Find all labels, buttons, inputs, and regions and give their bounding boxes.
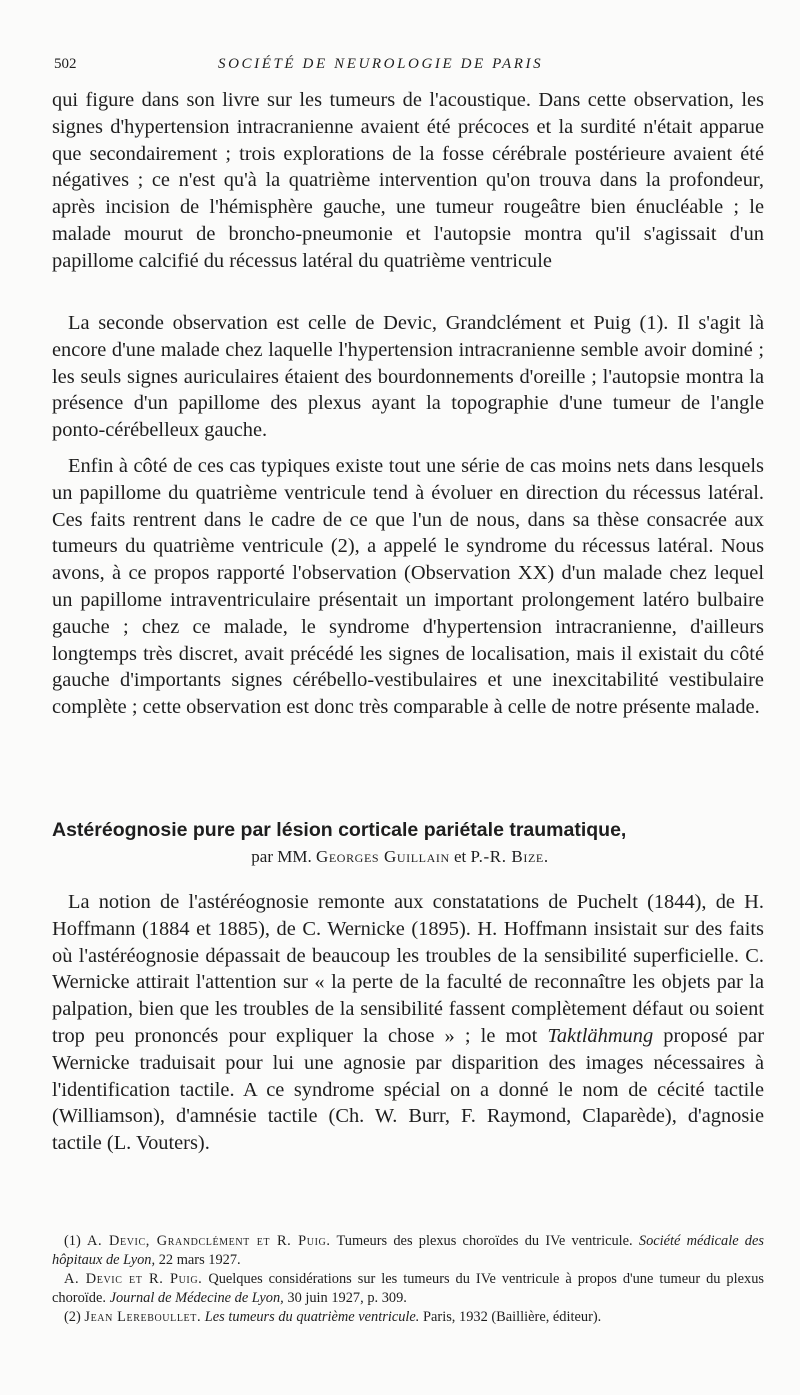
footnote-1b-text: Quelques considérations sur les tumeurs du IVe ventricule à propos d'une tumeur du plexus choroïde.: [52, 1270, 765, 1306]
footnote-1-marker: (1): [64, 1233, 81, 1249]
footnote-1: [52, 1232, 764, 1270]
footnote-2-title: Les tumeurs du quatrième ventricule.: [204, 1308, 420, 1325]
footnote-2-publication: Paris, 1932 (Baillière, éditeur).: [423, 1308, 602, 1325]
footnote-1-second-reference: [52, 1270, 764, 1308]
paragraph-3: Enfin à côté de ces cas typiques existe tout une série de cas moins nets dans lesquels un papillome du quatrième ventricule tend à évoluer en direction du récessus latéral. Ces faits rentrent dans le cadre de ce que l'un de nous, dans sa thèse consacrée aux tumeurs du quatrième ventricule (2), a appelé le syndrome du récessus latéral. Nous avons, à ce propos rapporté l'observation (Observation XX) d'un malade chez lequel un papillome intraventriculaire présentait un important prolongement latéro bulbaire gauche ; chez ce malade, le syndrome d'hypertension intracranienne, d'ailleurs longtemps très discret, avait précédé les signes de localisation, mais il existait du côté gauche d'importants signes cérébello-vestibulaires et une inexcitabilité vestibulaire complète ; cette observation est donc très comparable à celle de notre présente malade.: [52, 455, 764, 719]
article-title: Astéréognosie pure par lésion corticale pariétale traumatique,: [52, 819, 627, 841]
footnotes: [52, 1232, 764, 1327]
footnote-2-marker: (2): [64, 1308, 81, 1325]
author-2: P.-R. Bize.: [470, 847, 549, 866]
footnote-1b-authors: A. Devic et R. Puig.: [64, 1270, 203, 1287]
footnote-2: [52, 1308, 764, 1327]
paragraph-4-italic-term: Taktlähmung: [547, 1024, 654, 1047]
paragraph-4-part-1: La notion de l'astéréognosie remonte aux constatations de Puchelt (1844), de H. Hoffmann (1884 et 1885), de C. Wernicke (1895). H. Hoffmann insistait sur des faits où l'astéréognosie dépassait de beaucoup les troubles de la sensibilité superficielle. C. Wernicke attirait l'attention sur « la perte de la faculté de reconnaître les objets par la palpation, bien que les troubles de la sensibilité fassent complètement défaut ou soient trop peu prononcés pour expliquer la chose » ; le mot: [52, 891, 764, 1047]
footnote-1b-journal: Journal de Médecine de Lyon,: [109, 1289, 284, 1306]
paragraph-2: La seconde observation est celle de Devic, Grandclément et Puig (1). Il s'agit là encore d'une malade chez laquelle l'hypertension intracranienne semble avoir dominé ; les seuls signes auriculaires étaient des bourdonnements d'oreille ; l'autopsie montra la présence d'un papillome des plexus ayant la topographie d'une tumeur de l'angle ponto-cérébelleux gauche.: [52, 312, 764, 442]
footnote-1-text: Tumeurs des plexus choroïdes du IVe ventricule.: [336, 1233, 633, 1249]
footnote-1-journal: Société médicale des hôpitaux de Lyon,: [52, 1233, 764, 1268]
paragraph-4-part-2: proposé par Wernicke traduisait pour lui une agnosie par disparition des images nécessaires à l'identification tactile. A ce syndrome spécial on a donné le nom de cécité tactile (Williamson), d'amnésie tactile (Ch. W. Burr, F. Raymond, Claparède), d'agnosie tactile (L. Vouters).: [52, 1024, 765, 1155]
footnote-2-author: Jean Lereboullet.: [84, 1308, 202, 1325]
author-1: Georges Guillain: [316, 847, 450, 866]
page-number: 502: [54, 56, 77, 72]
footnote-1b-date: 30 juin 1927, p. 309.: [287, 1289, 407, 1306]
byline-conjunction: et: [453, 847, 467, 866]
paragraph-1: qui figure dans son livre sur les tumeurs de l'acoustique. Dans cette observation, les signes d'hypertension intracranienne avaient été précoces et la surdité n'était apparue que secondairement ; trois explorations de la fosse cérébrale postérieure avaient été négatives ; ce n'est qu'à la quatrième intervention qu'on trouva dans la profondeur, après incision de l'hémisphère gauche, une tumeur rougeâtre bien énucléable ; le malade mourut de broncho-pneumonie et l'autopsie montra qu'il s'agissait d'un papillome calcifié du récessus latéral du quatrième ventricule: [52, 89, 764, 272]
footnote-1-date: 22 mars 1927.: [158, 1251, 241, 1268]
byline: [0, 846, 800, 868]
running-head: [54, 56, 754, 80]
paragraph-4: [52, 889, 764, 1157]
byline-prefix: par MM.: [251, 847, 312, 866]
journal-title: SOCIÉTÉ DE NEUROLOGIE DE PARIS: [218, 56, 544, 72]
footnote-1-authors: A. Devic, Grandclément et R. Puig.: [87, 1233, 331, 1249]
